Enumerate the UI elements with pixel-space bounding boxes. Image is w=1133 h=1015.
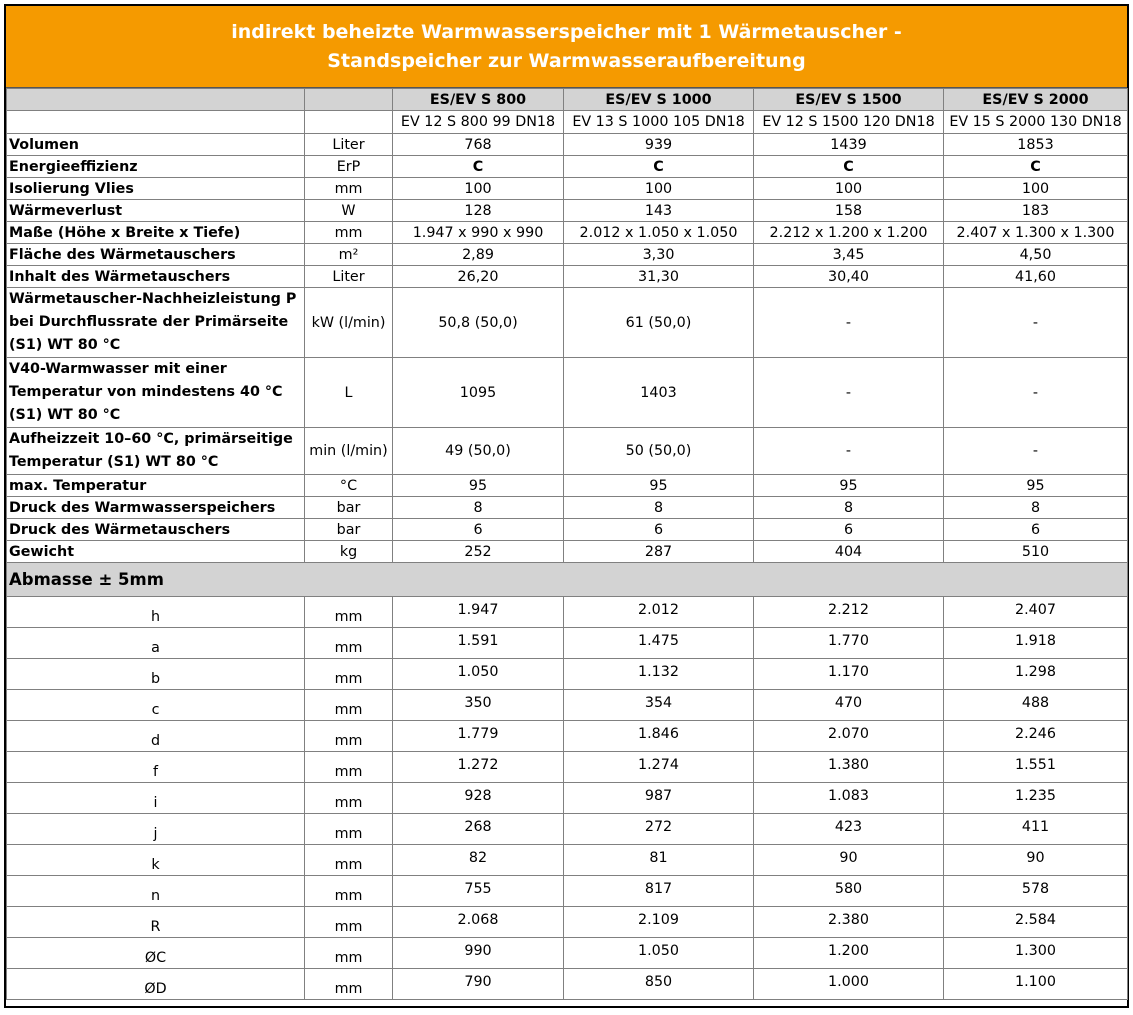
spec-unit: m² xyxy=(305,244,393,266)
model-code: EV 13 S 1000 105 DN18 xyxy=(564,111,754,134)
spec-value: 128 xyxy=(393,200,564,222)
dimension-row xyxy=(7,597,1128,628)
dimension-value: 1.235 xyxy=(944,783,1128,814)
spec-value: 1439 xyxy=(754,134,944,156)
dimension-value: 423 xyxy=(754,814,944,845)
spec-value: - xyxy=(944,288,1128,358)
spec-value: 8 xyxy=(564,497,754,519)
spec-value: 1403 xyxy=(564,358,754,428)
dimension-unit: mm xyxy=(305,845,393,876)
spec-label: Gewicht xyxy=(7,541,305,563)
spec-label: Fläche des Wärmetauschers xyxy=(7,244,305,266)
model-name: ES/EV S 1000 xyxy=(564,89,754,111)
spec-value: 100 xyxy=(564,178,754,200)
dimension-unit: mm xyxy=(305,628,393,659)
dimension-value: 928 xyxy=(393,783,564,814)
spec-label: Aufheizzeit 10–60 °C, primärseitige Temperatur (S1) WT 80 °C xyxy=(7,428,305,475)
dimension-row xyxy=(7,876,1128,907)
spec-row xyxy=(7,497,1128,519)
spec-value: - xyxy=(944,358,1128,428)
spec-unit: bar xyxy=(305,519,393,541)
dimension-value: 1.050 xyxy=(393,659,564,690)
title-line-1: indirekt beheizte Warmwasserspeicher mit 1 Wärmetauscher - xyxy=(231,21,902,43)
dimension-label: d xyxy=(7,721,305,752)
spec-unit: Liter xyxy=(305,266,393,288)
dimension-label: h xyxy=(7,597,305,628)
dimension-value: 272 xyxy=(564,814,754,845)
spec-value: 252 xyxy=(393,541,564,563)
spec-row xyxy=(7,475,1128,497)
dimension-label: i xyxy=(7,783,305,814)
spec-value: 6 xyxy=(754,519,944,541)
spec-value: 30,40 xyxy=(754,266,944,288)
spec-value: C xyxy=(754,156,944,178)
dimension-value: 488 xyxy=(944,690,1128,721)
dimension-unit: mm xyxy=(305,597,393,628)
dimension-unit: mm xyxy=(305,907,393,938)
spec-value: C xyxy=(393,156,564,178)
spec-label: Druck des Wärmetauschers xyxy=(7,519,305,541)
spec-value: 404 xyxy=(754,541,944,563)
spec-sheet xyxy=(4,4,1129,1008)
spec-value: 6 xyxy=(944,519,1128,541)
spec-label: Energieeffizienz xyxy=(7,156,305,178)
spec-label: V40-Warmwasser mit einer Temperatur von mindestens 40 °C (S1) WT 80 °C xyxy=(7,358,305,428)
spec-row xyxy=(7,156,1128,178)
dimension-value: 1.475 xyxy=(564,628,754,659)
dimension-value: 1.050 xyxy=(564,938,754,969)
spec-table xyxy=(6,88,1128,1000)
dimension-unit: mm xyxy=(305,814,393,845)
dimension-value: 1.083 xyxy=(754,783,944,814)
dimension-unit: mm xyxy=(305,659,393,690)
model-name: ES/EV S 800 xyxy=(393,89,564,111)
dimension-unit: mm xyxy=(305,938,393,969)
spec-unit: min (l/min) xyxy=(305,428,393,475)
dimension-row xyxy=(7,752,1128,783)
spec-value: 8 xyxy=(944,497,1128,519)
dimension-row xyxy=(7,938,1128,969)
spec-value: 41,60 xyxy=(944,266,1128,288)
dimension-label: n xyxy=(7,876,305,907)
spec-value: 26,20 xyxy=(393,266,564,288)
spec-unit: bar xyxy=(305,497,393,519)
spec-row xyxy=(7,288,1128,358)
dimension-value: 411 xyxy=(944,814,1128,845)
title-line-2: Standspeicher zur Warmwasseraufbereitung xyxy=(327,50,806,72)
spec-value: - xyxy=(754,358,944,428)
spec-value: 61 (50,0) xyxy=(564,288,754,358)
dimension-value: 2.407 xyxy=(944,597,1128,628)
spec-value: 3,45 xyxy=(754,244,944,266)
dimension-label: k xyxy=(7,845,305,876)
dimension-value: 987 xyxy=(564,783,754,814)
dimension-value: 1.770 xyxy=(754,628,944,659)
spec-value: 95 xyxy=(564,475,754,497)
dimension-unit: mm xyxy=(305,876,393,907)
dimension-label: c xyxy=(7,690,305,721)
spec-row xyxy=(7,178,1128,200)
spec-row xyxy=(7,428,1128,475)
model-code: EV 15 S 2000 130 DN18 xyxy=(944,111,1128,134)
spec-value: - xyxy=(754,288,944,358)
dimension-value: 1.272 xyxy=(393,752,564,783)
title-banner xyxy=(6,6,1127,88)
dimension-unit: mm xyxy=(305,969,393,1000)
spec-value: 768 xyxy=(393,134,564,156)
dimension-value: 1.947 xyxy=(393,597,564,628)
spec-value: 100 xyxy=(393,178,564,200)
spec-row xyxy=(7,358,1128,428)
dimension-row xyxy=(7,814,1128,845)
dimension-unit: mm xyxy=(305,721,393,752)
dimension-value: 2.012 xyxy=(564,597,754,628)
dimension-value: 81 xyxy=(564,845,754,876)
dimension-value: 2.070 xyxy=(754,721,944,752)
spec-unit: mm xyxy=(305,222,393,244)
model-header-row xyxy=(7,89,1128,111)
dimension-value: 580 xyxy=(754,876,944,907)
spec-label: max. Temperatur xyxy=(7,475,305,497)
dimension-value: 990 xyxy=(393,938,564,969)
dimension-label: ØC xyxy=(7,938,305,969)
spec-unit: L xyxy=(305,358,393,428)
dimension-value: 578 xyxy=(944,876,1128,907)
spec-value: 1.947 x 990 x 990 xyxy=(393,222,564,244)
spec-unit: W xyxy=(305,200,393,222)
spec-label: Inhalt des Wärmetauschers xyxy=(7,266,305,288)
spec-value: 8 xyxy=(393,497,564,519)
spec-label: Wärmetauscher-Nachheizleistung P bei Durchflussrate der Primärseite (S1) WT 80 °C xyxy=(7,288,305,358)
spec-value: 1095 xyxy=(393,358,564,428)
dimension-label: ØD xyxy=(7,969,305,1000)
spec-unit: ErP xyxy=(305,156,393,178)
spec-value: 510 xyxy=(944,541,1128,563)
dimension-row xyxy=(7,783,1128,814)
spec-unit: Liter xyxy=(305,134,393,156)
spec-value: 95 xyxy=(393,475,564,497)
spec-value: 183 xyxy=(944,200,1128,222)
dimension-value: 470 xyxy=(754,690,944,721)
dimension-value: 1.274 xyxy=(564,752,754,783)
dimension-value: 2.584 xyxy=(944,907,1128,938)
spec-label: Wärmeverlust xyxy=(7,200,305,222)
spec-value: 4,50 xyxy=(944,244,1128,266)
spec-unit: mm xyxy=(305,178,393,200)
dimension-value: 2.246 xyxy=(944,721,1128,752)
spec-label: Druck des Warmwasserspeichers xyxy=(7,497,305,519)
dimension-row xyxy=(7,969,1128,1000)
dimension-value: 268 xyxy=(393,814,564,845)
spec-value: - xyxy=(754,428,944,475)
dimension-value: 82 xyxy=(393,845,564,876)
spec-value: 8 xyxy=(754,497,944,519)
spec-row xyxy=(7,200,1128,222)
spec-value: 100 xyxy=(944,178,1128,200)
spec-value: 2,89 xyxy=(393,244,564,266)
dimension-value: 1.200 xyxy=(754,938,944,969)
dimension-value: 817 xyxy=(564,876,754,907)
dimension-row xyxy=(7,659,1128,690)
spec-value: 6 xyxy=(564,519,754,541)
model-code-row xyxy=(7,111,1128,134)
dimension-value: 850 xyxy=(564,969,754,1000)
dimension-label: R xyxy=(7,907,305,938)
dimension-value: 2.109 xyxy=(564,907,754,938)
spec-value: 2.212 x 1.200 x 1.200 xyxy=(754,222,944,244)
dimension-label: b xyxy=(7,659,305,690)
dimension-value: 1.551 xyxy=(944,752,1128,783)
spec-value: 3,30 xyxy=(564,244,754,266)
spec-value: 6 xyxy=(393,519,564,541)
code-blank xyxy=(7,111,305,134)
dimension-row xyxy=(7,907,1128,938)
spec-value: 2.012 x 1.050 x 1.050 xyxy=(564,222,754,244)
spec-row xyxy=(7,519,1128,541)
dimension-value: 90 xyxy=(944,845,1128,876)
header-blank xyxy=(7,89,305,111)
dimension-value: 790 xyxy=(393,969,564,1000)
model-code: EV 12 S 800 99 DN18 xyxy=(393,111,564,134)
spec-unit: kg xyxy=(305,541,393,563)
spec-row xyxy=(7,266,1128,288)
dimension-label: f xyxy=(7,752,305,783)
spec-value: C xyxy=(564,156,754,178)
dimension-value: 2.212 xyxy=(754,597,944,628)
dimension-value: 354 xyxy=(564,690,754,721)
spec-value: 287 xyxy=(564,541,754,563)
code-blank-unit xyxy=(305,111,393,134)
header-blank-unit xyxy=(305,89,393,111)
dimension-value: 2.068 xyxy=(393,907,564,938)
dimension-row xyxy=(7,845,1128,876)
dimension-row xyxy=(7,690,1128,721)
dimension-section-title: Abmasse ± 5mm xyxy=(7,563,1128,597)
dimension-unit: mm xyxy=(305,783,393,814)
spec-value: 2.407 x 1.300 x 1.300 xyxy=(944,222,1128,244)
dimension-value: 1.918 xyxy=(944,628,1128,659)
spec-row xyxy=(7,541,1128,563)
spec-row xyxy=(7,222,1128,244)
spec-value: 143 xyxy=(564,200,754,222)
dimension-value: 1.170 xyxy=(754,659,944,690)
dimension-section-row xyxy=(7,563,1128,597)
model-code: EV 12 S 1500 120 DN18 xyxy=(754,111,944,134)
spec-value: 95 xyxy=(944,475,1128,497)
dimension-value: 2.380 xyxy=(754,907,944,938)
spec-label: Isolierung Vlies xyxy=(7,178,305,200)
spec-value: 95 xyxy=(754,475,944,497)
dimension-value: 1.380 xyxy=(754,752,944,783)
model-name: ES/EV S 1500 xyxy=(754,89,944,111)
spec-value: 49 (50,0) xyxy=(393,428,564,475)
spec-unit: °C xyxy=(305,475,393,497)
dimension-unit: mm xyxy=(305,690,393,721)
spec-value: 1853 xyxy=(944,134,1128,156)
spec-row xyxy=(7,134,1128,156)
dimension-label: j xyxy=(7,814,305,845)
model-name: ES/EV S 2000 xyxy=(944,89,1128,111)
dimension-value: 1.591 xyxy=(393,628,564,659)
spec-label: Maße (Höhe x Breite x Tiefe) xyxy=(7,222,305,244)
spec-value: C xyxy=(944,156,1128,178)
dimension-value: 350 xyxy=(393,690,564,721)
dimension-value: 1.100 xyxy=(944,969,1128,1000)
spec-value: 31,30 xyxy=(564,266,754,288)
dimension-value: 1.298 xyxy=(944,659,1128,690)
dimension-value: 1.132 xyxy=(564,659,754,690)
dimension-value: 90 xyxy=(754,845,944,876)
spec-value: 50 (50,0) xyxy=(564,428,754,475)
dimension-value: 1.846 xyxy=(564,721,754,752)
dimension-value: 1.300 xyxy=(944,938,1128,969)
spec-label: Volumen xyxy=(7,134,305,156)
spec-row xyxy=(7,244,1128,266)
dimension-value: 755 xyxy=(393,876,564,907)
dimension-row xyxy=(7,628,1128,659)
dimension-row xyxy=(7,721,1128,752)
spec-value: 158 xyxy=(754,200,944,222)
spec-unit: kW (l/min) xyxy=(305,288,393,358)
dimension-value: 1.779 xyxy=(393,721,564,752)
spec-value: 50,8 (50,0) xyxy=(393,288,564,358)
dimension-value: 1.000 xyxy=(754,969,944,1000)
spec-value: 939 xyxy=(564,134,754,156)
dimension-label: a xyxy=(7,628,305,659)
dimension-unit: mm xyxy=(305,752,393,783)
spec-value: 100 xyxy=(754,178,944,200)
spec-value: - xyxy=(944,428,1128,475)
